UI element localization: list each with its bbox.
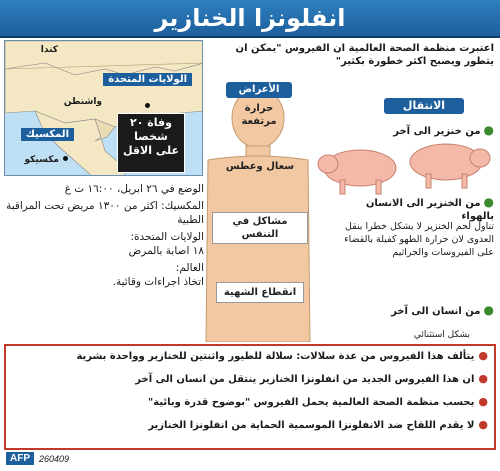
- credit: [6, 452, 69, 465]
- page-title: انفلونزا الخنازير: [154, 4, 346, 32]
- bullet-icon: ●: [478, 395, 488, 408]
- symptom-cough: سعال وعطس: [225, 161, 295, 172]
- symptoms-tab: الأعراض: [226, 82, 292, 98]
- transmission-pig-to-pig: ●من خنزير الى آخر: [393, 123, 494, 137]
- world-stat-label: العالم:: [175, 262, 204, 274]
- deaths-callout: [117, 113, 185, 173]
- credit-code: 260409: [39, 453, 70, 464]
- map-panel: [4, 40, 203, 176]
- mexico-label: المكسيك: [21, 128, 74, 141]
- usa-stat-label: الولايات المتحدة:: [130, 231, 204, 243]
- world-stat: اتخاذ اجراءات وقائية.: [112, 276, 204, 288]
- fact-item: ●يتألف هذا الفيروس من عدة سلالات: سلالة للطيور واثنتين للخنازير وواحدة بشرية: [76, 349, 488, 362]
- symptom-fever: حرارة مرتفعة: [241, 103, 277, 127]
- transmission-exception-note: بشكل استثنائي: [413, 330, 470, 340]
- symptom-breathing: مشاكل في التنفس: [212, 212, 308, 244]
- bullet-icon: ●: [478, 372, 488, 385]
- transmission-pork-note: تناول لحم الخنزير لا يشكل خطرا بنقل العدوى لان حرارة الطهو كفيلة بالقضاء على الفيروسات والجراثيم: [344, 221, 494, 258]
- deaths-line-3: على الاقل: [123, 144, 179, 157]
- bullet-icon: ●: [483, 303, 494, 317]
- bullet-icon: ●: [483, 195, 494, 209]
- transmission-human-to-human: ●من انسان الى آخر: [391, 303, 494, 317]
- washington-marker: [145, 103, 150, 108]
- mexico-city-label: مكسيكو: [24, 155, 59, 165]
- header-banner: [0, 0, 500, 38]
- bullet-icon: ●: [478, 418, 488, 431]
- bullet-icon: ●: [483, 123, 494, 137]
- deaths-line-2: شخصا: [134, 130, 168, 143]
- bullet-icon: ●: [478, 349, 488, 362]
- fact-item: ●بحسب منظمة الصحة العالمية يحمل الفيروس "بوضوح قدرة وبائية": [148, 395, 488, 408]
- stats-panel: [4, 182, 204, 292]
- canada-label: كندا: [40, 45, 58, 55]
- who-quote: اعتبرت منظمة الصحة العالمية ان الفيروس "يمكن ان يتطور ويصبح اكثر خطورة بكثير": [235, 43, 494, 67]
- fact-item: ●لا يقدم اللقاح ضد الانفلونزا الموسمية الحماية من انفلونزا الخنازير: [148, 418, 488, 431]
- deaths-line-1: وفاة ٢٠: [130, 116, 172, 129]
- transmission-tab: الانتقال: [384, 98, 464, 114]
- transmission-pig-to-human: ●من الخنزير الى الانسان بالهواء: [365, 195, 494, 222]
- usa-stat: ١٨ اصابة بالمرض: [128, 245, 204, 257]
- washington-label: واشنطن: [63, 97, 102, 107]
- afp-logo: AFP: [6, 452, 34, 465]
- fact-item: ●ان هذا الفيروس الجديد من انفلونزا الخنازير ينتقل من انسان الى آخر: [135, 372, 488, 385]
- pigs-illustration: [314, 132, 496, 200]
- mexico-stat: المكسيك: اكثر من ١٣٠٠ مريض تحت المراقبة الطبية: [6, 200, 204, 226]
- status-date: الوضع في ٢٦ ابريل، ١٦:٠٠ ت غ: [64, 183, 204, 195]
- mexico-city-marker: [63, 156, 68, 161]
- usa-label: الولايات المتحدة: [103, 73, 192, 86]
- facts-box: [4, 344, 496, 450]
- symptom-appetite: انقطاع الشهية: [216, 282, 304, 303]
